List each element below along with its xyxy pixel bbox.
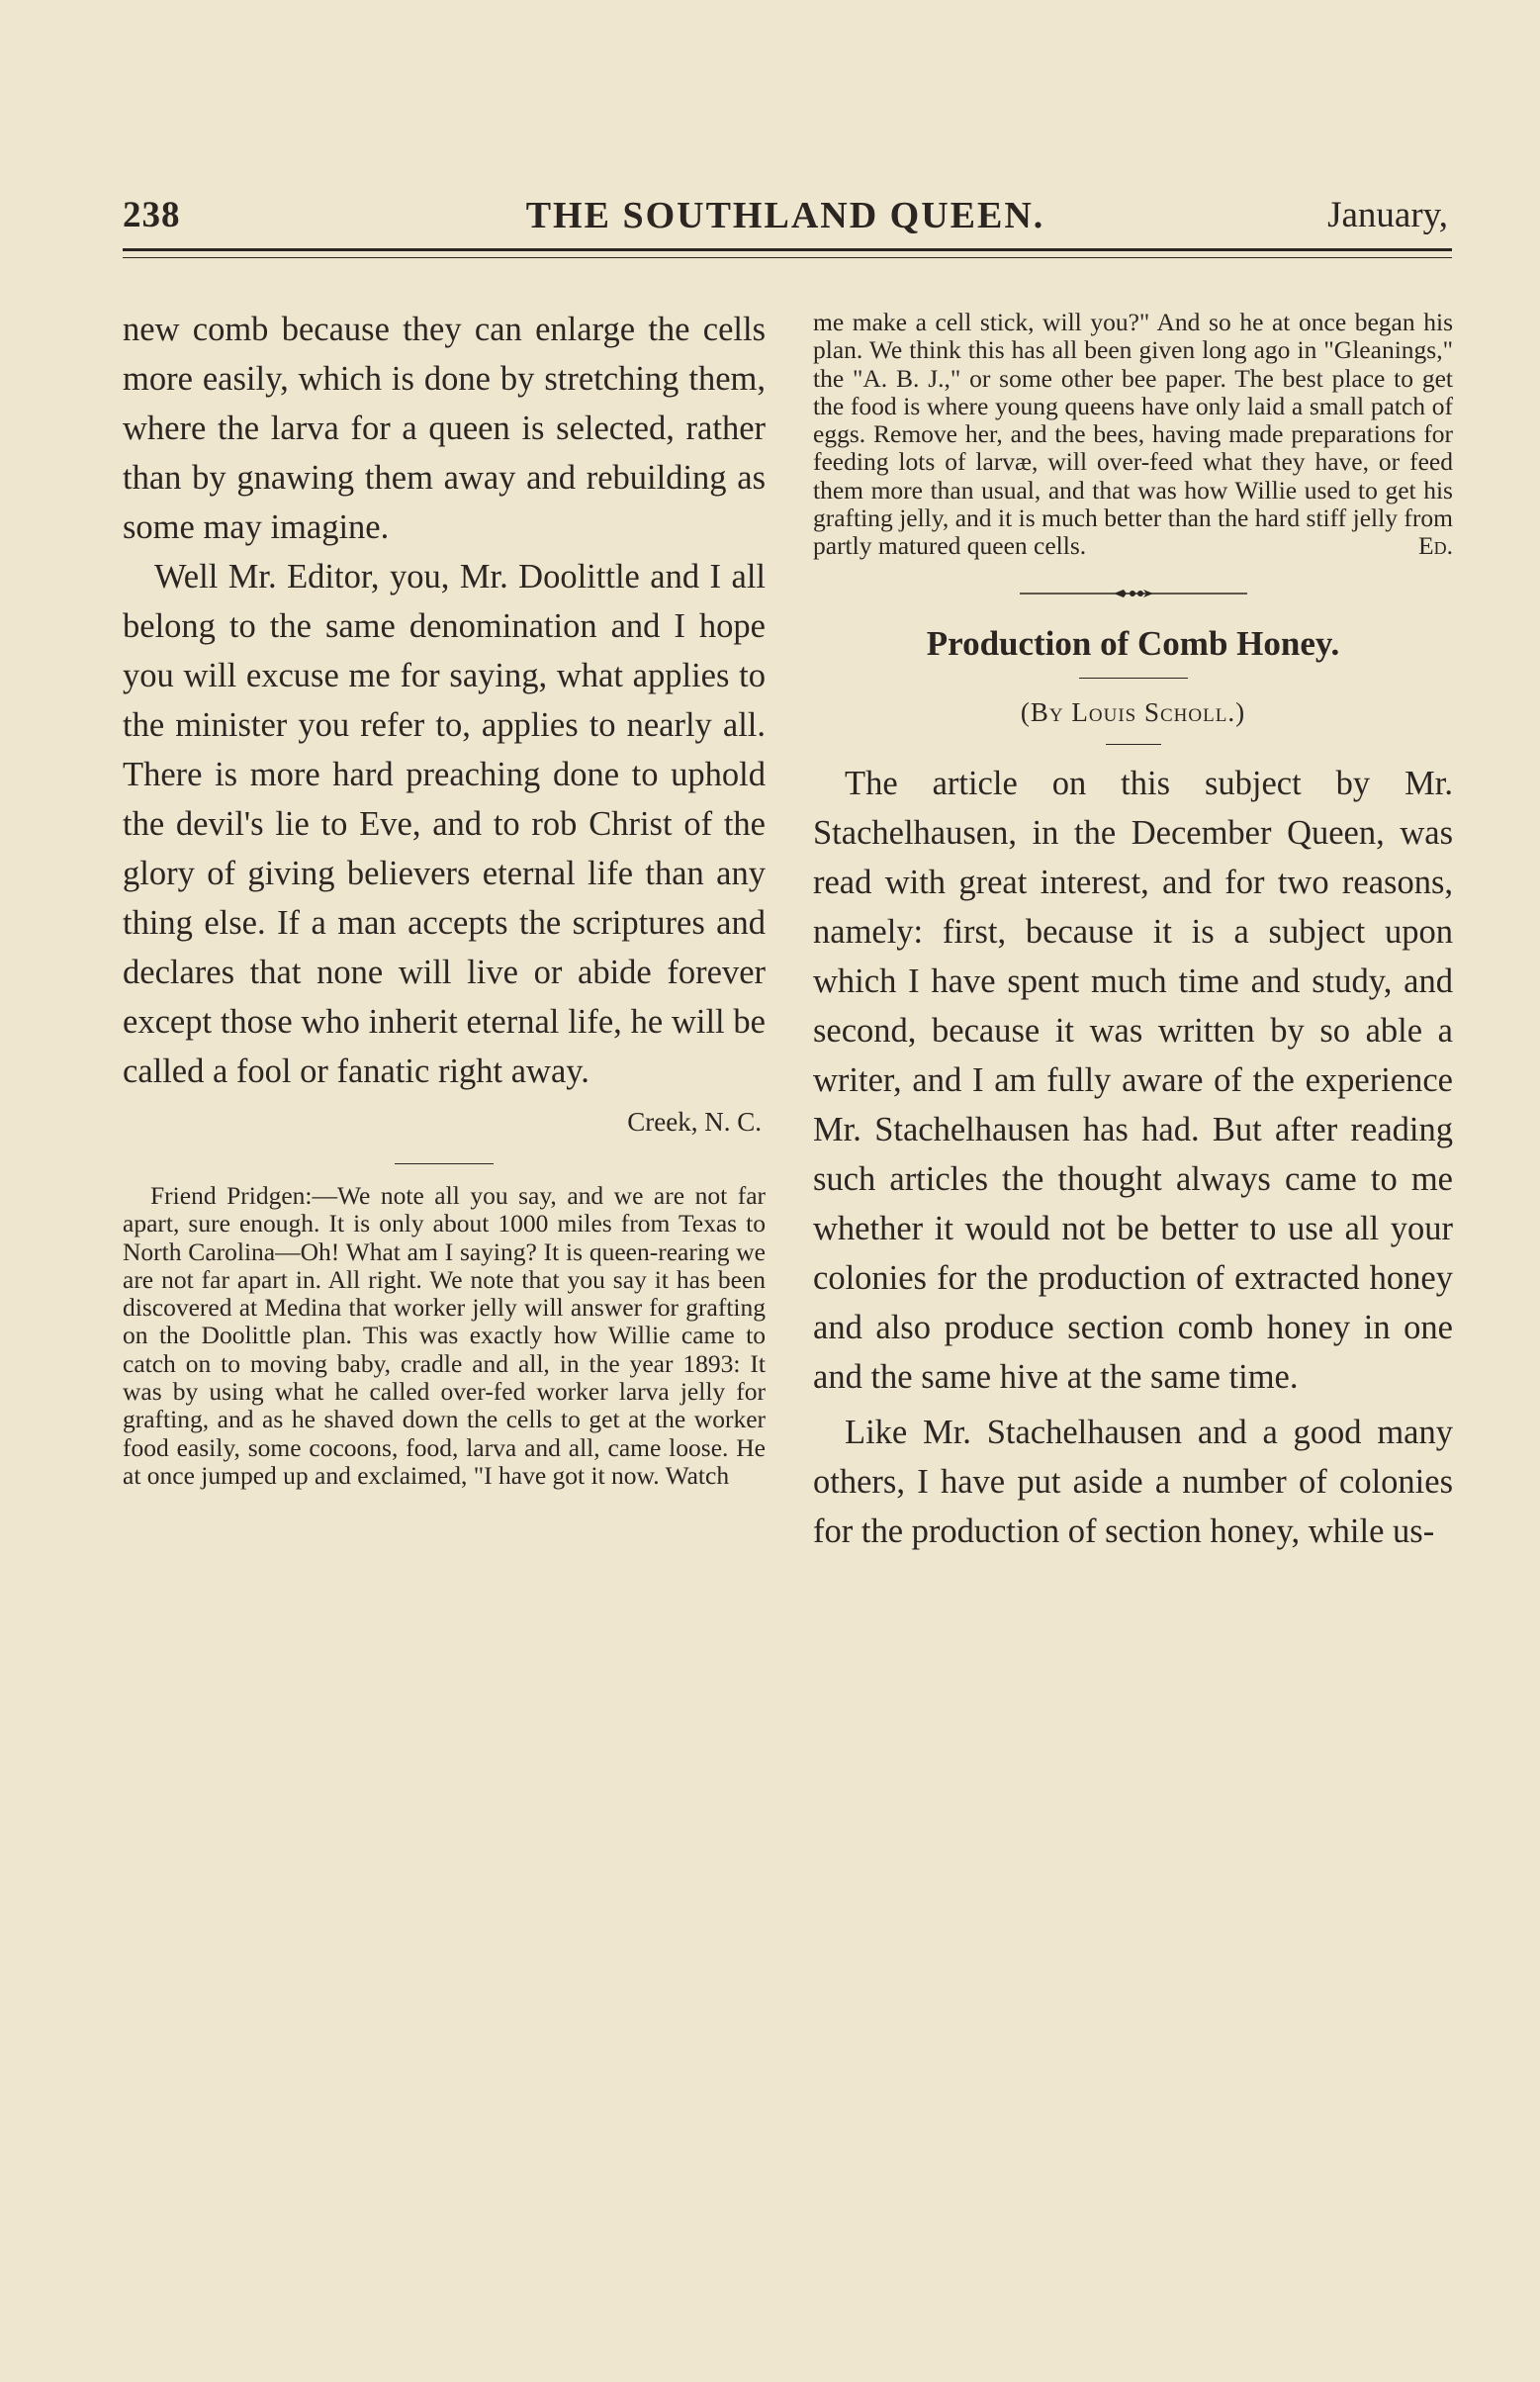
publication-title: THE SOUTHLAND QUEEN.: [525, 195, 1045, 236]
right-column: [813, 309, 1453, 1556]
article-paragraph-1: The article on this subject by Mr. Stachelhausen, in the December Queen, was read with great interest, and for two reasons, namely: first, because it is a subject upon which I have spent much time and study, and second, because it was written by so able a writer, and I am fully aware of the experience Mr. Stachelhausen has had. But after reading such articles the thought always came to me whether it would not be better to use all your colonies for the production of extracted honey and also produce section comb honey in one and the same hive at the same time.: [813, 764, 1453, 1396]
left-column: [123, 305, 766, 1490]
letter-signature: Creek, N. C.: [627, 1107, 762, 1137]
separator-rule: [395, 1163, 494, 1164]
article-title: Production of Comb Honey.: [926, 623, 1340, 663]
editor-signature: Ed.: [1418, 531, 1453, 561]
editor-reply-continued-text: me make a cell stick, will you?" And so he at once began his plan. We think this has all been given long ago in "Gleanings," the "A. B. J.," or some other bee paper. The best place to get the food is where young queens have only laid a small patch of eggs. Remove her, and the bees, having made preparations for feeding lots of larvæ, will over-feed what they have, or feed them more than usual, and that was how Willie used to get his grafting jelly, and it is much better than the hard stiff jelly from partly matured queen cells.: [813, 308, 1453, 561]
ornamental-divider: [813, 587, 1453, 600]
editor-reply: Friend Pridgen:—We note all you say, and we are not far apart, sure enough. It is only about 1000 miles from Texas to North Carolina—Oh! What am I saying? It is queen-rearing we are not far apart in. All right. We note that you say it has been discovered at Medina that worker jelly will answer for grafting on the Doolittle plan. This was exactly how Willie came to catch on to moving baby, cradle and all, in the year 1893: It was by using what he called over-fed worker larva jelly for grafting, and as he shaved down the cells to get at the worker food easily, some cocoons, food, larva and all, came loose. He at once jumped up and exclaimed, "I have got it now. Watch: [123, 1181, 766, 1490]
editor-reply-continued: [813, 309, 1453, 561]
page-number: 238: [123, 195, 181, 235]
running-header: [123, 194, 1448, 243]
article-byline: (By Louis Scholl.): [1020, 696, 1246, 727]
ornament-rule-icon: [1020, 587, 1247, 600]
letter-paragraph-2: Well Mr. Editor, you, Mr. Doolittle and I all belong to the same denomination and I hope you will excuse me for saying, what applies to the minister you refer to, applies to nearly all. There is more hard preaching done to uphold the devil's lie to Eve, and to rob Christ of the glory of giving believers eternal life than any thing else. If a man accepts the scriptures and declares that none will live or abide forever except those who inherit eternal life, he will be called a fool or fanatic right away.: [123, 558, 766, 1090]
issue-month: January,: [1327, 195, 1448, 235]
letter-paragraph-1: new comb because they can enlarge the cells more easily, which is done by stretching them, where the larva for a queen is selected, rather than by gnawing them away and rebuilding as some may imagine.: [123, 311, 766, 546]
byline-rule: [1106, 744, 1161, 745]
title-rule: [1079, 678, 1188, 679]
header-rule-thick: [123, 248, 1452, 251]
article-paragraph-2: Like Mr. Stachelhausen and a good many others, I have put aside a number of colonies for the production of section honey, while us-: [813, 1413, 1453, 1550]
header-rule-thin: [123, 257, 1452, 258]
